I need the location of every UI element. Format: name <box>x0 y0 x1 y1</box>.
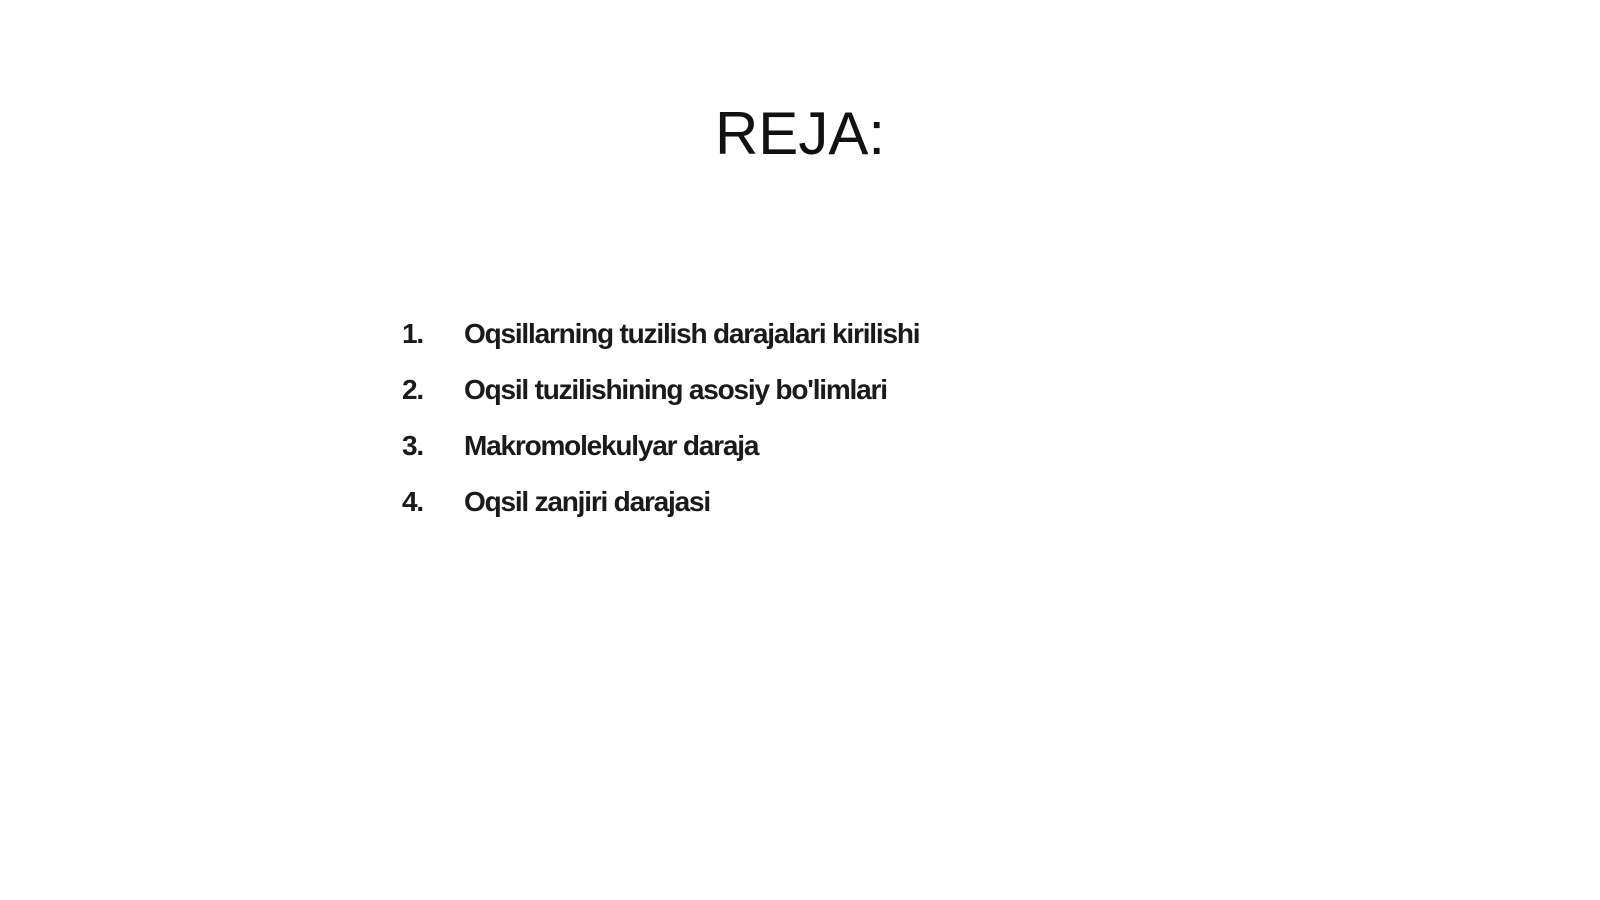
list-item-text: Makromolekulyar daraja <box>464 430 759 461</box>
slide-title: REJA: <box>714 100 886 167</box>
list-item <box>402 318 919 374</box>
list-item-number: 2. <box>402 374 423 405</box>
list-item <box>402 430 919 486</box>
plan-list <box>402 318 919 542</box>
list-item-number: 1. <box>402 318 423 349</box>
list-item-text: Oqsil tuzilishining asosiy bo'limlari <box>464 374 887 405</box>
list-item-text: Oqsil zanjiri darajasi <box>464 486 710 517</box>
list-item <box>402 486 919 542</box>
list-item <box>402 374 919 430</box>
list-item-number: 4. <box>402 486 423 517</box>
list-item-number: 3. <box>402 430 423 461</box>
list-item-text: Oqsillarning tuzilish darajalari kirilishi <box>464 318 920 349</box>
